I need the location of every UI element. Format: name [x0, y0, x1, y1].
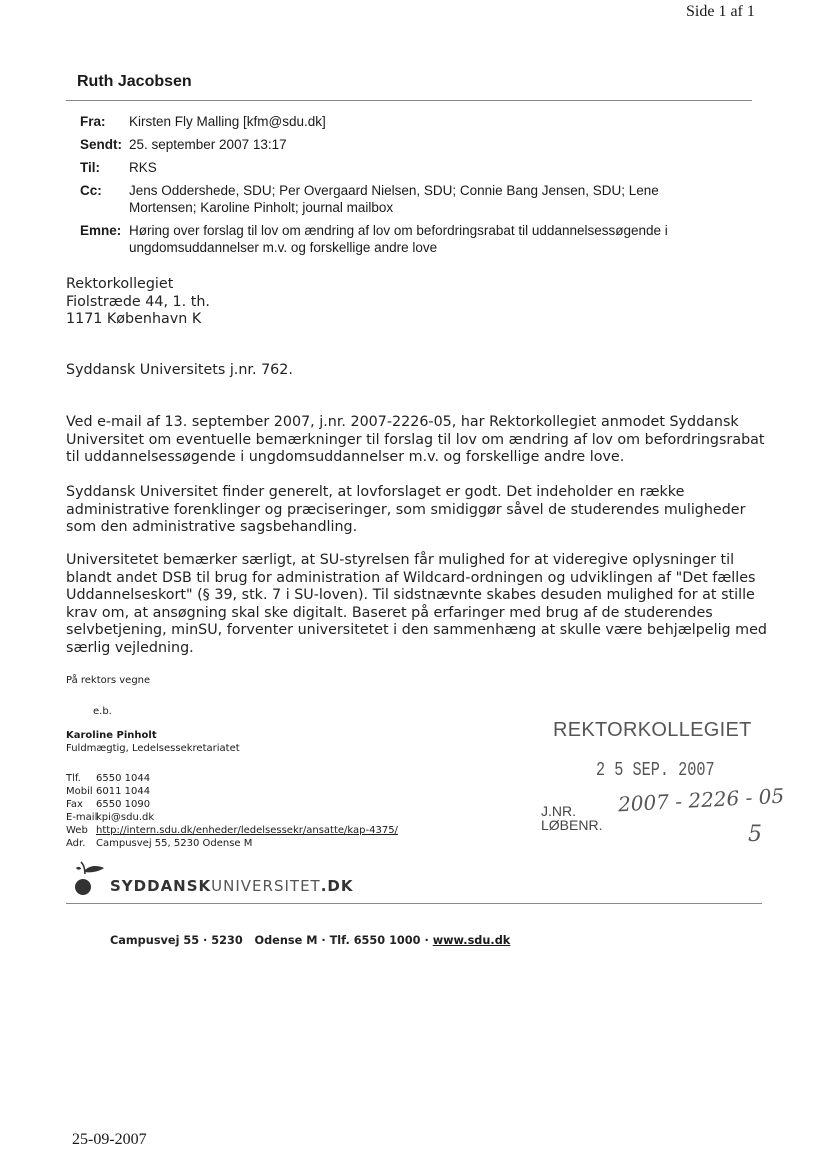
- contact-address: Campusvej 55, 5230 Odense M: [96, 838, 253, 849]
- address-line2: Fiolstræde 44, 1. th.: [66, 293, 210, 310]
- eb-mark: e.b.: [93, 706, 112, 717]
- footer-divider: [66, 903, 762, 904]
- address-line3: 1171 København K: [66, 311, 202, 327]
- paragraph-2: Syddansk Universitet finder generelt, at lovforslaget er godt. Det indeholder en række administrative forenklinger og præciseringer, som smidiggør såvel de studerendes muligheder som den administrative sagsbehandling.: [66, 484, 746, 535]
- sdu-apple-logo-icon: [68, 860, 108, 896]
- address-line1: Rektorkollegiet: [66, 276, 174, 292]
- subject-value: Høring over forslag til lov om ændring af lov om befordringsrabat til uddannelsessøgende i ungdomsuddannelser m.v. og forskellige andre love: [129, 223, 668, 255]
- contact-mobile-label: Mobil: [66, 786, 93, 797]
- stamp-title: REKTORKOLLEGIET: [553, 719, 752, 741]
- sent-value: 25. september 2007 13:17: [129, 137, 287, 152]
- print-date: 25-09-2007: [72, 1131, 147, 1148]
- journal-reference: Syddansk Universitets j.nr. 762.: [66, 362, 293, 378]
- to-label: Til:: [80, 160, 100, 175]
- cc-value: Jens Oddershede, SDU; Per Overgaard Nielsen, SDU; Connie Bang Jensen, SDU; Lene Mortensen; Karoline Pinholt; journal mailbox: [129, 183, 659, 215]
- address-block: [66, 276, 766, 329]
- stamp-jnr-label: J.NR.: [541, 803, 576, 819]
- signer-name: Karoline Pinholt: [66, 730, 157, 741]
- signer-title: Fuldmægtig, Ledelsessekretariatet: [66, 743, 240, 754]
- sdu-wordmark: [110, 877, 354, 895]
- on-behalf: På rektors vegne: [66, 675, 151, 686]
- footer-address-text: Campusvej 55 · 5230 Odense M · Tlf. 6550 1000 ·: [110, 934, 433, 947]
- handwritten-jnr: 2007 - 2226 - 05: [617, 783, 785, 817]
- sender-name: Ruth Jacobsen: [77, 73, 192, 90]
- subject-label: Emne:: [80, 223, 122, 238]
- page-indicator: Side 1 af 1: [686, 3, 755, 20]
- contact-web-link[interactable]: http://intern.sdu.dk/enheder/ledelsessekr/ansatte/kap-4375/: [96, 825, 398, 836]
- wordmark-light: UNIVERSITET: [211, 877, 321, 895]
- wordmark-bold: SYDDANSK: [110, 877, 212, 895]
- contact-mobile: 6011 1044: [96, 786, 151, 797]
- paragraph-3: Universitetet bemærker særligt, at SU-styrelsen får mulighed for at videregive oplysninger til blandt andet DSB til brug for administration af Wildcard-ordningen og udviklingen af "Det fælles Uddannelseskort" (§ 39, stk. 7 i SU-loven). Til sidstnævnte skabes desuden mulighed for at stille krav om, at ansøgning skal ske digitalt. Baseret på erfaringer med brug af de studerendes selvbetjening, minSU, forventer universitetet i den sammenhæng at skulle være behjælpelig med særlig vejledning.: [66, 552, 767, 656]
- to-value: RKS: [129, 160, 157, 175]
- footer-address: [110, 934, 510, 947]
- contact-phone-label: Tlf.: [66, 773, 81, 784]
- header-divider: [66, 100, 752, 101]
- contact-email-label: E-mail: [66, 812, 98, 823]
- from-label: Fra:: [80, 114, 106, 129]
- contact-phone: 6550 1044: [96, 773, 151, 784]
- contact-address-label: Adr.: [66, 838, 86, 849]
- paragraph-1: Ved e-mail af 13. september 2007, j.nr. 2007-2226-05, har Rektorkollegiet anmodet Syddansk Universitet om eventuelle bemærkninger til forslag til lov om ændring af lov om befordringsrabat til uddannelsessøgende i ungdomsuddannelser m.v. og forskellige andre love.: [66, 414, 765, 465]
- from-value: Kirsten Fly Malling [kfm@sdu.dk]: [129, 114, 326, 129]
- wordmark-suffix: .DK: [320, 877, 354, 895]
- stamp-lobenr-label: LØBENR.: [541, 817, 603, 833]
- contact-fax: 6550 1090: [96, 799, 151, 810]
- contact-web-label: Web: [66, 825, 88, 836]
- sent-label: Sendt:: [80, 137, 122, 152]
- footer-website-link[interactable]: www.sdu.dk: [432, 934, 511, 947]
- handwritten-lobenr: 5: [748, 822, 762, 847]
- contact-fax-label: Fax: [66, 799, 83, 810]
- contact-email[interactable]: kpi@sdu.dk: [96, 812, 155, 823]
- stamp-date: 2 5 SEP. 2007: [596, 759, 715, 781]
- cc-label: Cc:: [80, 183, 102, 198]
